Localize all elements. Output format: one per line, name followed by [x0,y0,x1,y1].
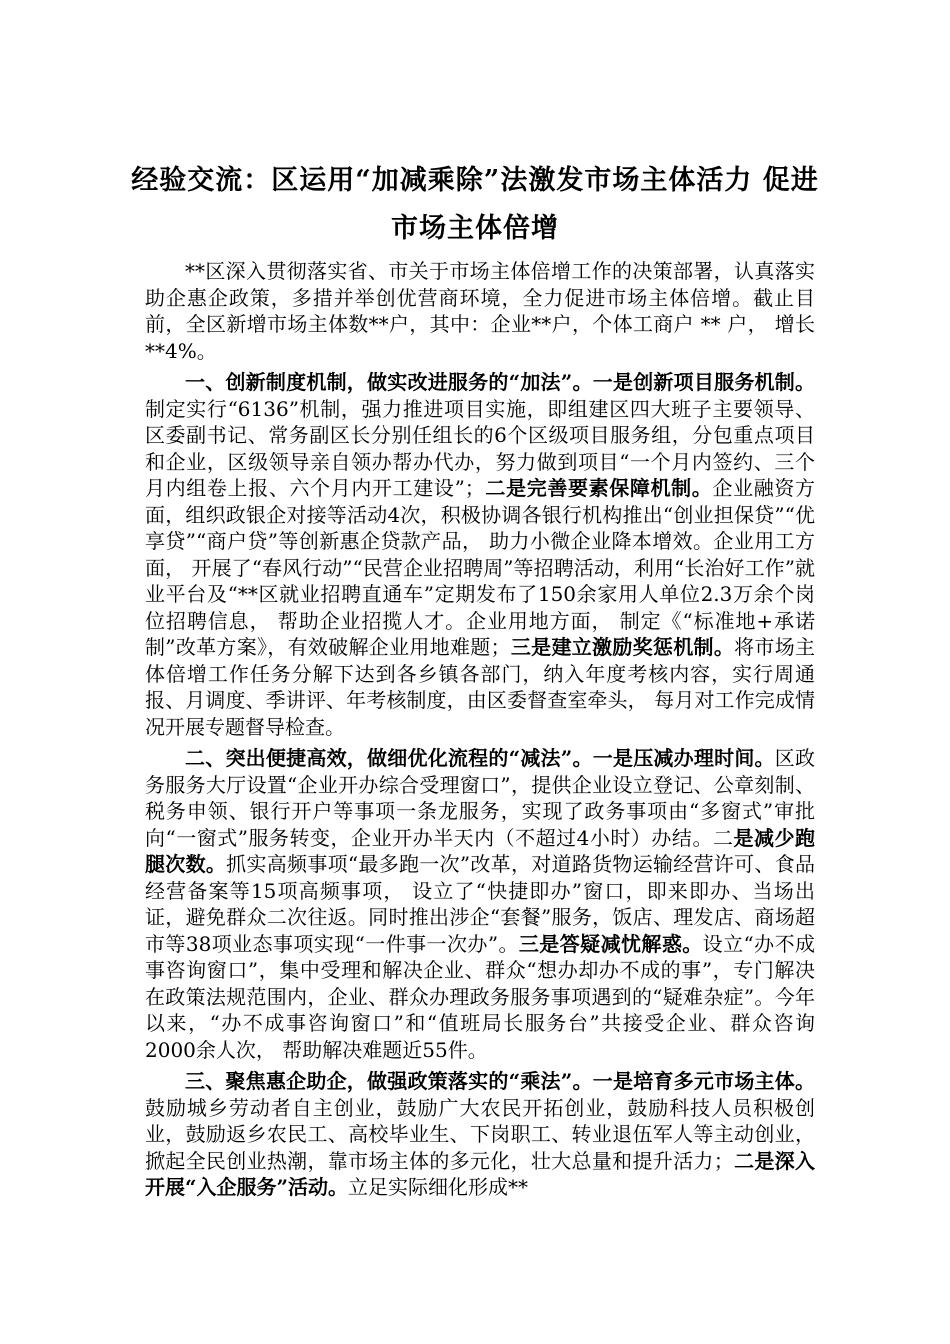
intro-paragraph [145,258,815,364]
section-1-text-1: 制定实行“6136”机制，强力推进项目实施，即组建区四大班子主要领导、区委副书记、常务副区长分别任组长的6个区级项目服务组，分包重点项目和企业，区级领导亲自领办帮办代办，努力做到项目“一个月内签约、三个月内组卷上报、六个月内开工建设”； [145,396,815,500]
section-1-heading: 一、创新制度机制，做实改进服务的“加法”。一是创新项目服务机制。 [185,370,815,394]
section-3-text-1: 鼓励城乡劳动者自主创业，鼓励广大农民开拓创业，鼓励科技人员积极创业，鼓励返乡农民工、高校毕业生、下岗职工、转业退伍军人等主动创业，掀起全民创业热潮，靠市场主体的多元化，壮大总量和提升活力； [145,1095,815,1173]
section-2-heading: 二、突出便捷高效，做细优化流程的“减法”。一是压减办理时间。 [185,746,775,770]
document-title-line-1: 经验交流：区运用“加减乘除”法激发市场主体活力 促进 [131,165,819,196]
section-3-paragraph [145,1068,815,1201]
intro-text: **区深入贯彻落实省、市关于市场主体倍增工作的决策部署，认真落实助企惠企政策，多措并举创优营商环境，全力促进市场主体倍增。截止目前，全区新增市场主体数**户，其中：企业**户，个体工商户 ** 户， 增长**4%。 [145,259,815,363]
section-1-paragraph [145,369,815,740]
section-2-text-1: 区政务服务大厅设置“企业开办综合受理窗口”，提供企业设立登记、公章刻制、税务申领、银行开户等事项一条龙服务，实现了政务事项由“多窗式”审批向“一窗式”服务转变，企业开办半天内（不超过4小时）办结。二 [145,746,816,850]
section-1-subheading-2: 二是完善要素保障机制。 [484,476,713,500]
section-2-text-3: 设立“办不成事咨询窗口”，集中受理和解决企业、群众“想办却办不成的事”，专门解决在政策法规范围内，企业、群众办理政务服务事项遇到的“疑难杂症”。今年以来，“办不成事咨询窗口”和“值班局长服务台”共接受企业、群众咨询2000余人次， 帮助解决难题近55件。 [145,931,815,1062]
section-2-paragraph [145,745,815,1063]
section-1-text-2: 企业融资方面，组织政银企对接等活动4次，积极协调各银行机构推出“创业担保贷”“优享贷”“商户贷”等创新惠企贷款产品， 助力小微企业降本增效。企业用工方面， 开展了“春风行动”“民营企业招聘周”等招聘活动，利用“长治好工作”就业平台及“**区就业招聘直通车”定期发布了150余家用人单位2.3万余个岗位招聘信息， 帮助企业招揽人才。企业用地方面， 制定《“标准地+承诺制”改革方案》，有效破解企业用地难题； [145,476,816,659]
section-2-text-2: 抓实高频事项“最多跑一次”改革，对道路货物运输经营许可、食品经营备案等15项高频事项， 设立了“快捷即办”窗口，即来即办、当场出证，避免群众二次往返。同时推出涉企“套餐”服务，饭店、理发店、商场超市等38项业态事项实现“一件事一次办”。 [145,852,816,956]
section-3-heading: 三、聚焦惠企助企，做强政策落实的“乘法”。一是培育多元市场主体。 [185,1069,815,1093]
section-2-subheading-2: 是减少跑腿次数。 [145,825,815,876]
section-3-text-2: 立足实际细化形成** [348,1175,529,1199]
section-1-subheading-3: 三是建立激励奖惩机制。 [510,635,735,659]
document-title-line-2: 市场主体倍增 [391,213,559,244]
section-2-subheading-3: 三是答疑减忧解惑。 [518,931,703,956]
section-3-subheading-2: 二是深入开展“入企服务”活动。 [145,1148,815,1199]
document-body [145,258,815,1206]
section-1-text-3: 将市场主体倍增工作任务分解下达到各乡镇各部门，纳入年度考核内容，实行周通报、月调度、季讲评、年考核制度，由区委督查室牵头， 每月对工作完成情况开展专题督导检查。 [145,635,816,739]
